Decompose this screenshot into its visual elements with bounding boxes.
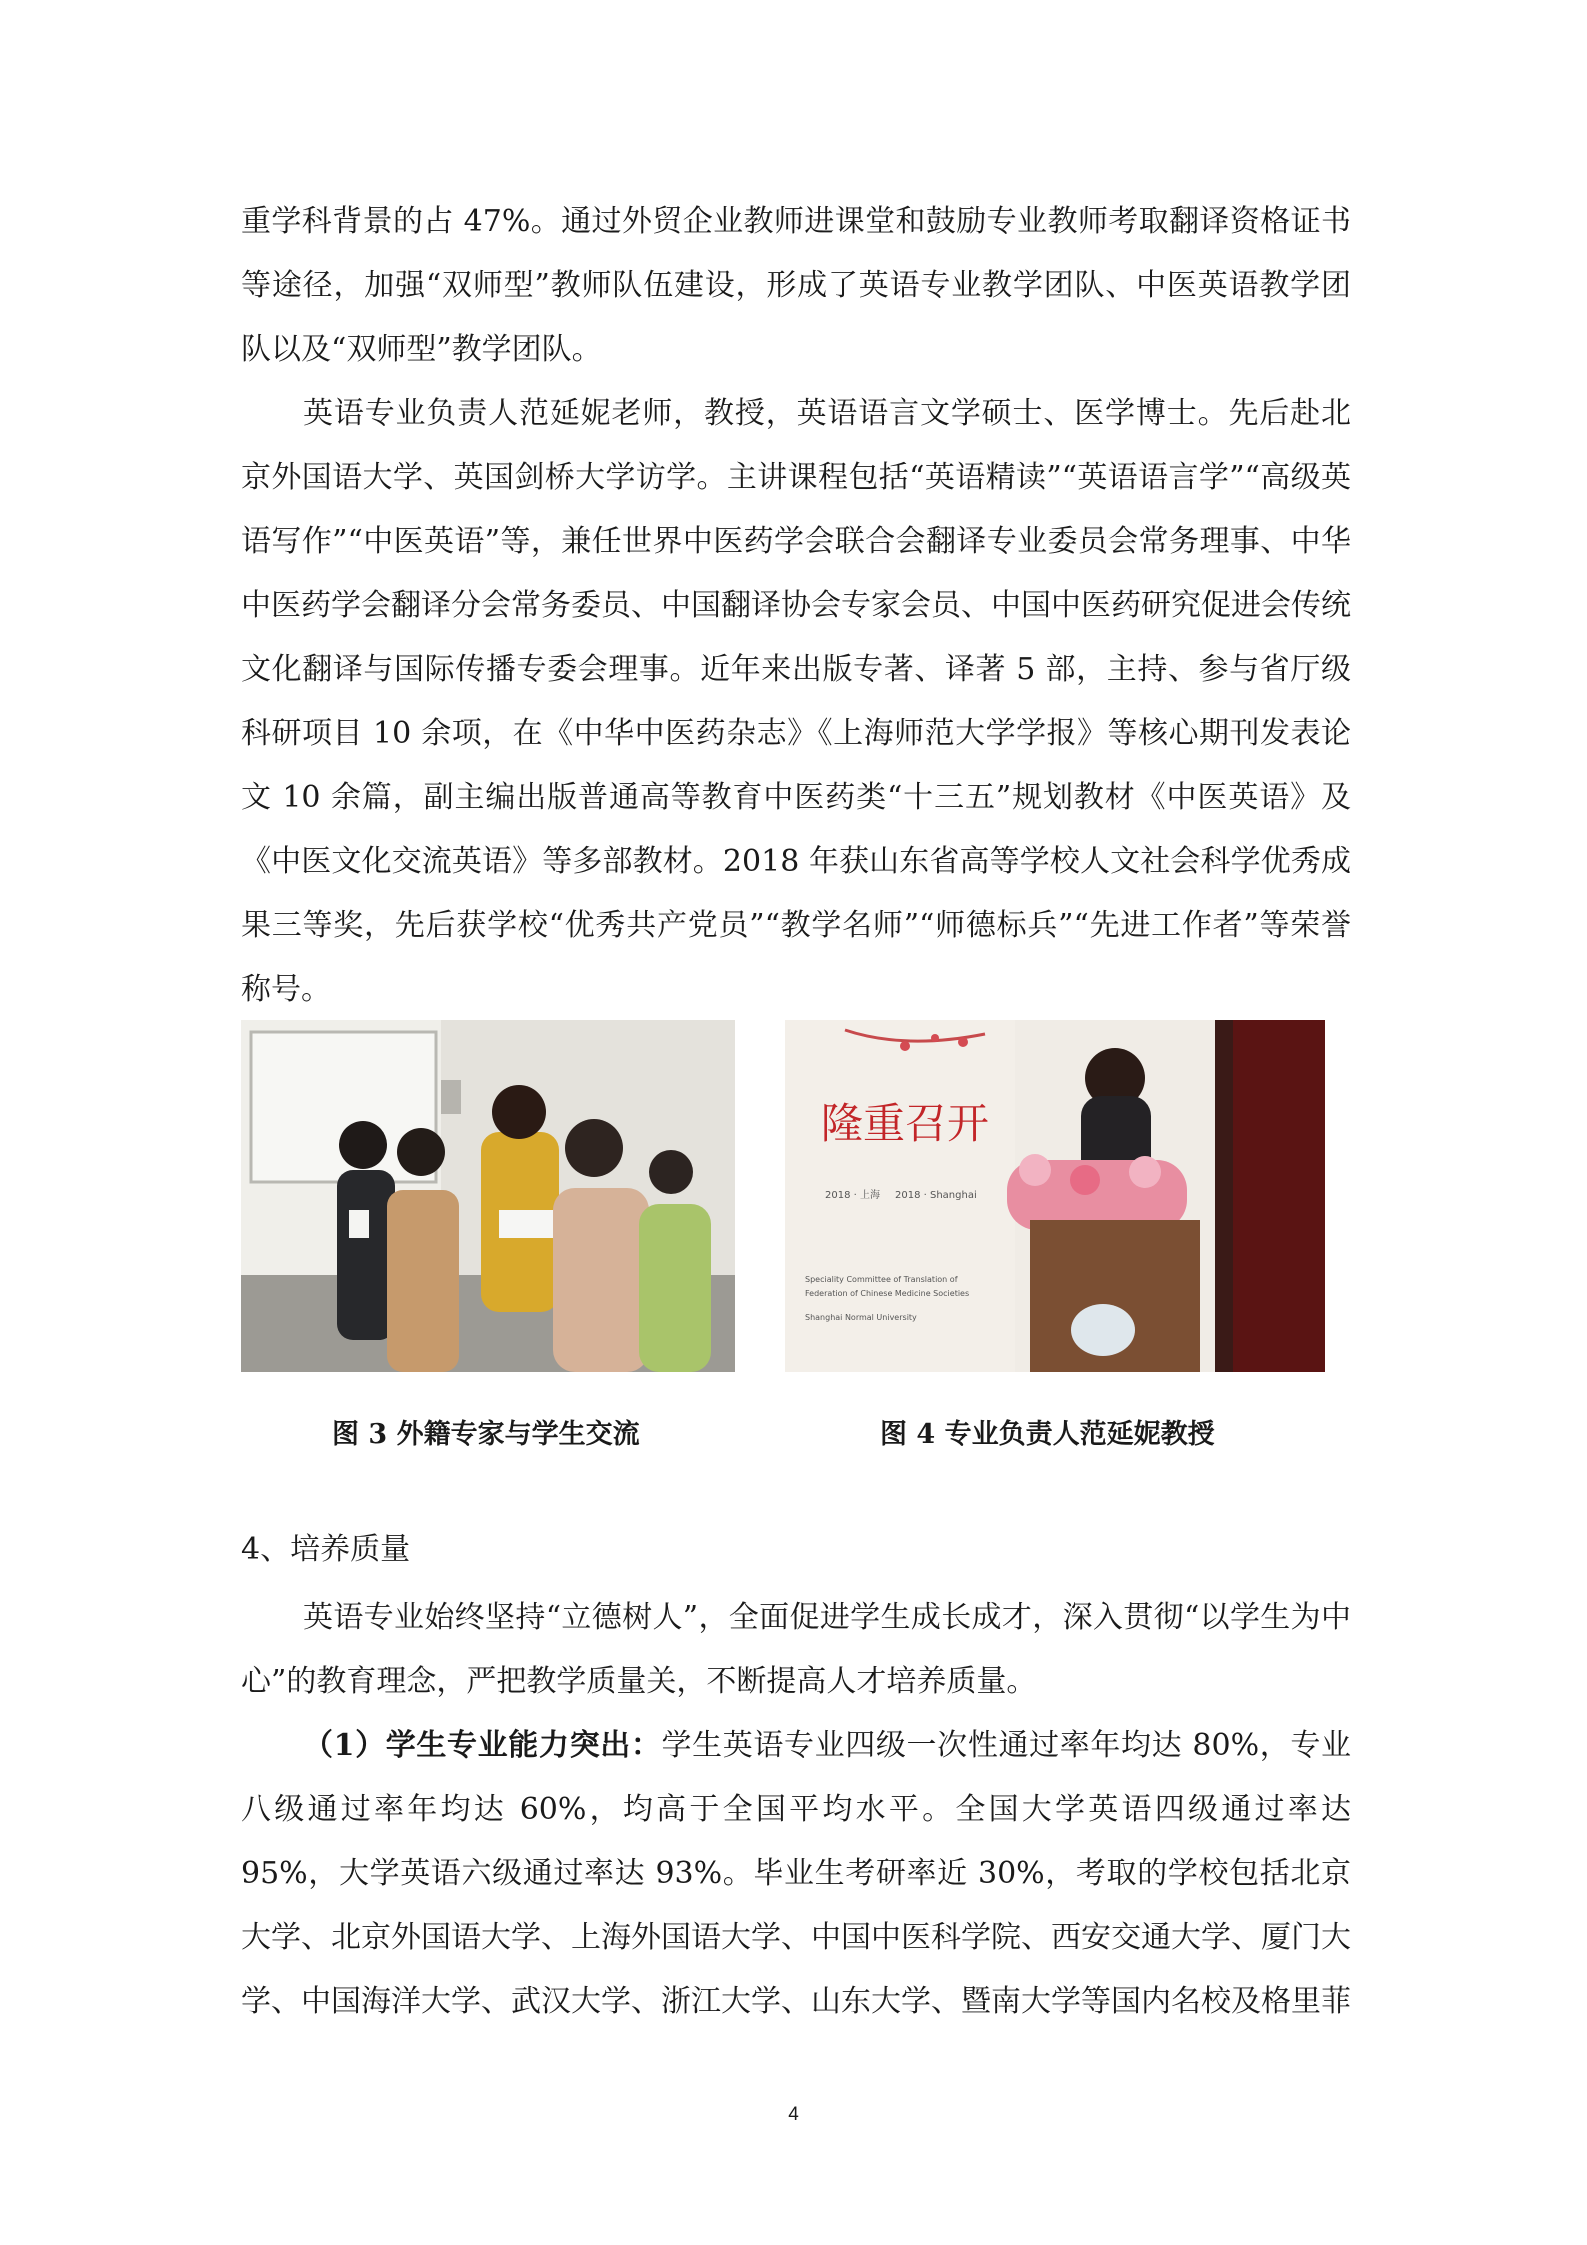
paragraph-training-quality: 英语专业始终坚持“立德树人”，全面促进学生成长成才，深入贯彻“以学生为中心”的教育理念，严把教学质量关，不断提高人才培养质量。 [241, 1600, 1351, 1699]
figure-3-caption: 图 3 外籍专家与学生交流 [332, 1419, 640, 1450]
page-number: 4 [788, 2104, 799, 2125]
banner-organizer-en3: Shanghai Normal University [805, 1313, 917, 1322]
paragraph-teaching-team: 重学科背景的占 47%。通过外贸企业教师进课堂和鼓励专业教师考取翻译资格证书等途径，加强“双师型”教师队伍建设，形成了英语专业教学团队、中医英语教学团队以及“双师型”教学团队。 [241, 204, 1351, 367]
banner-title: 隆重召开 [821, 1099, 990, 1148]
banner-organizer-en1: Speciality Committee of Translation of [805, 1275, 958, 1284]
paragraph-student-ability [241, 1714, 1351, 2034]
paragraph-lead: （1）学生专业能力突出： [303, 1728, 662, 1763]
banner-date-en: 2018 · Shanghai [895, 1190, 977, 1201]
banner-date-cn: 2018 · 上海 [825, 1190, 880, 1201]
figure-4-caption: 图 4 专业负责人范延妮教授 [880, 1419, 1215, 1450]
section-heading: 4、培养质量 [241, 1532, 411, 1567]
figure-4-photo [785, 1020, 1325, 1372]
figure-3-photo [241, 1020, 735, 1372]
paragraph-program-director: 英语专业负责人范延妮老师，教授，英语语言文学硕士、医学博士。先后赴北京外国语大学、英国剑桥大学访学。主讲课程包括“英语精读”“英语语言学”“高级英语写作”“中医英语”等，兼任世界中医药学会联合会翻译专业委员会常务理事、中华中医药学会翻译分会常务委员、中国翻译协会专家会员、中国中医药研究促进会传统文化翻译与国际传播专委会理事。近年来出版专著、译著 5 部，主持、参与省厅级科研项目 10 余项，在《中华中医药杂志》《上海师范大学学报》等核心期刊发表论文 10 余篇，副主编出版普通高等教育中医药类“十三五”规划教材《中医英语》及《中医文化交流英语》等多部教材。2018 年获山东省高等学校人文社会科学优秀成果三等奖，先后获学校“优秀共产党员”“教学名师”“师德标兵”“先进工作者”等荣誉称号。 [241, 396, 1351, 1007]
paragraph-body: 学生英语专业四级一次性通过率年均达 80%，专业八级通过率年均达 60%，均高于全国平均水平。全国大学英语四级通过率达 95%，大学英语六级通过率达 93%。毕业生考研率近 30%，考取的学校包括北京大学、北京外国语大学、上海外国语大学、中国中医科学院、西安交通大学、厦门大学、中国海洋大学、武汉大学、浙江大学、山东大学、暨南大学等国内名校及格里菲 [241, 1728, 1352, 2019]
banner-organizer-en2: Federation of Chinese Medicine Societies [805, 1289, 970, 1298]
